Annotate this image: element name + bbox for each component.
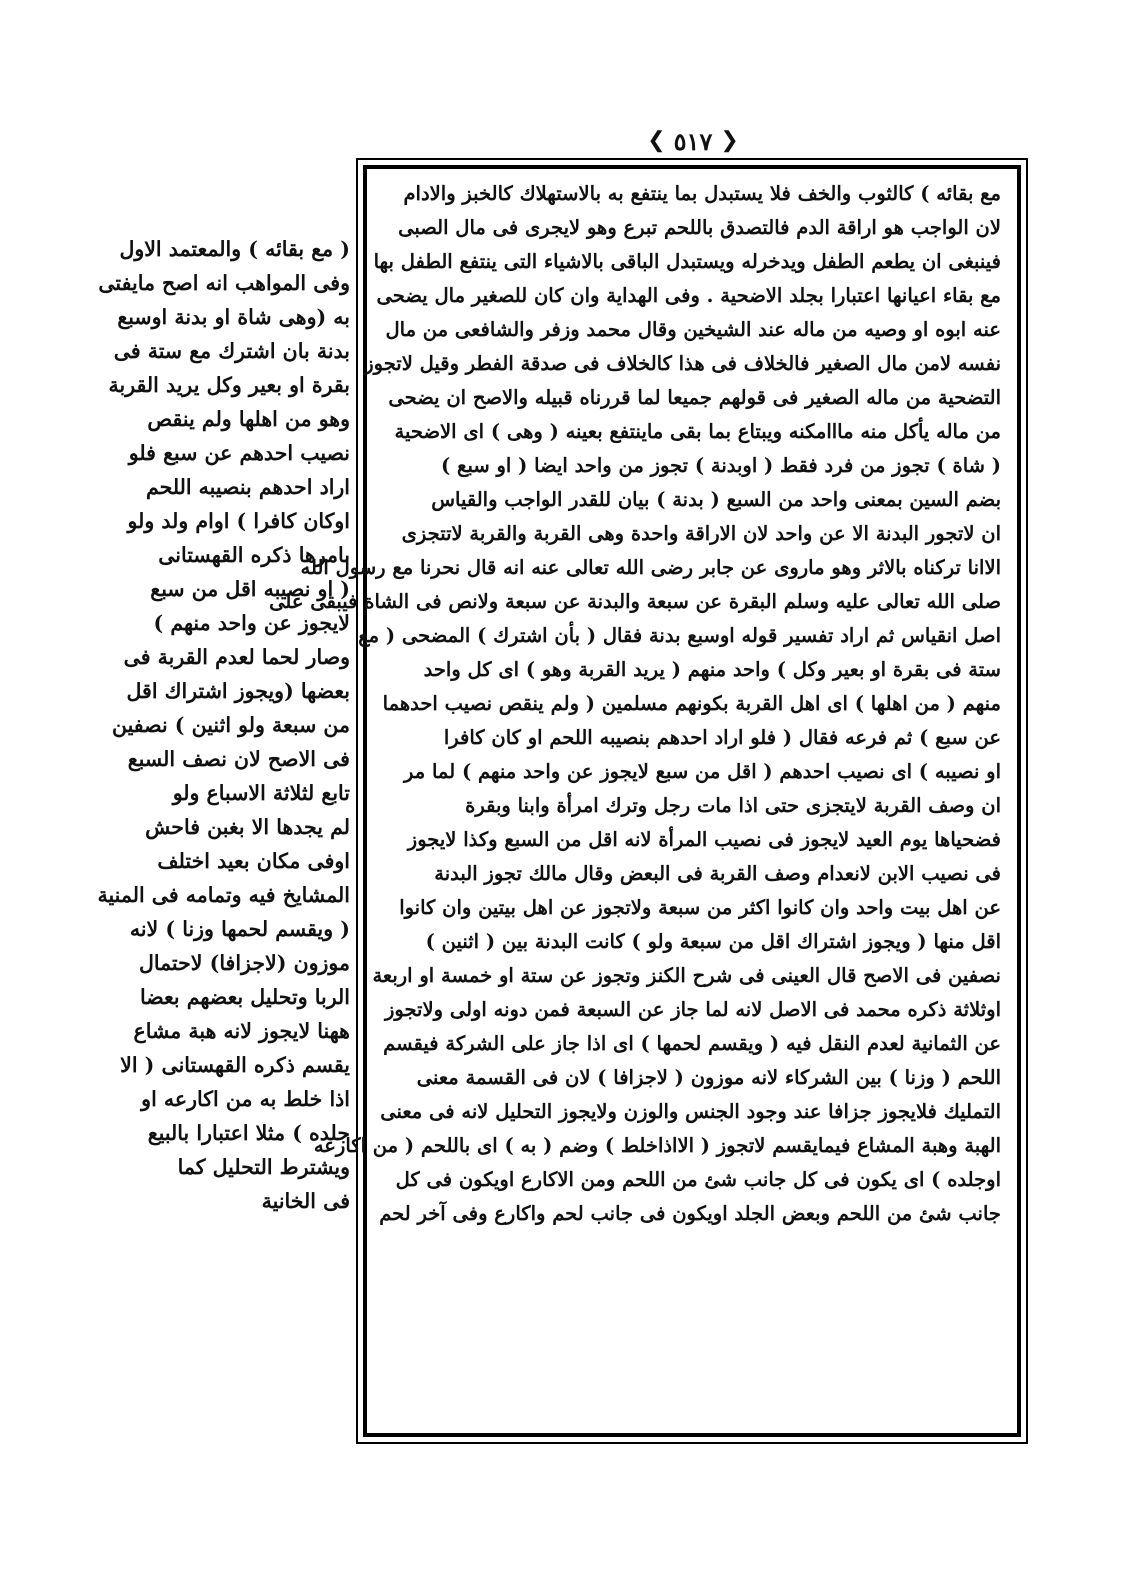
main-text-line: ان وصف القربة لايتجزى حتى اذا مات رجل وترك امرأة وابنا وبقرة <box>465 794 1001 817</box>
margin-text-line: اوفى مكان بعيد اختلف <box>157 849 350 873</box>
margin-text-line: ههنا لايجوز لانه هبة مشاع <box>133 1019 350 1043</box>
margin-text-line: وفى المواهب انه اصح مايفتى <box>98 271 350 295</box>
main-text-line: ( شاة ) تجوز من فرد فقط ( اوبدنة ) تجوز من واحد ايضا ( او سبع ) <box>441 454 1001 477</box>
main-text-line: ان لاتجور البدنة الا عن واحد لان الاراقة واحدة وهى القربة والقربة لاتتجزى <box>401 522 1001 545</box>
main-text-line: الاانا تركناه بالاثر وهو ماروى عن جابر رضى الله تعالى عنه انه قال نحرنا مع رسول الله <box>300 556 1001 579</box>
main-text-line: من ماله يأكل منه مااامكنه ويبتاع بما بقى ماينتفع بعينه ( وهى ) اى الاضحية <box>394 420 1001 443</box>
main-text-line: منهم ( من اهلها ) اى اهل القربة بكونهم مسلمين ( ولم ينقص نصيب احدهما <box>382 692 1001 715</box>
margin-text-line: يقسم ذكره القهستانى ( الا <box>120 1053 350 1077</box>
margin-text-line: من سبعة ولو اثنين ) نصفين <box>112 713 350 737</box>
margin-text-line: اذا خلط به من اكارعه او <box>141 1087 350 1111</box>
main-text-line: اللحم ( وزنا ) بين الشركاء لانه موزون ( لاجزافا ) لان فى القسمة معنى <box>416 1066 1001 1089</box>
margin-text-line: فى الخانية <box>261 1189 350 1213</box>
main-text-line: جانب شئ من اللحم وبعض الجلد اويكون فى جانب لحم واكارع وفى آخر لحم <box>379 1202 1001 1225</box>
main-text-line: نفسه لامن مال الصغير فالخلاف فى هذا كالخلاف فى صدقة الفطر وقيل لاتجوز <box>364 352 1001 375</box>
main-text-line: اقل منها ( ويجوز اشتراك اقل من سبعة ولو ) كانت البدنة بين ( اثنين ) <box>425 930 1001 953</box>
margin-text-line: لم يجدها الا بغبن فاحش <box>145 815 350 839</box>
margin-text-line: ( او نصيبه اقل من سبع <box>150 577 350 601</box>
main-text-line: عن اهل بيت واحد وان كانوا اكثر من سبعة ولاتجوز عن اهل بيتين وان كانوا <box>399 896 1001 919</box>
main-text-line: بضم السين بمعنى واحد من السبع ( بدنة ) بيان للقدر الواجب والقياس <box>431 488 1001 511</box>
margin-text-line: اراد احدهم بنصيبه اللحم <box>145 475 350 499</box>
margin-text-line: جلده ) مثلا اعتبارا بالبيع <box>147 1121 350 1145</box>
main-text-line: عن الثمانية لعدم النقل فيه ( ويقسم لحمها ) اى اذا جاز على الشركة فيقسم <box>383 1032 1001 1055</box>
main-text-line: عن سبع ) ثم فرعه فقال ( فلو اراد احدهم بنصيبه اللحم او كان كافرا <box>443 726 1001 749</box>
main-text-line: مع بقاء اعيانها اعتبارا بجلد الاضحية . وفى الهداية وان كان للصغير مال يضحى <box>376 284 1001 307</box>
main-text-line: لان الواجب هو اراقة الدم فالتصدق باللحم تبرع وهو لايجرى فى مال الصبى <box>398 216 1001 239</box>
margin-text-line: به (وهى شاة او بدنة اوسبع <box>117 305 350 329</box>
main-text-line: اوجلده ) اى يكون فى كل جانب شئ من اللحم ومن الاكارع اويكون فى كل <box>395 1168 1001 1191</box>
margin-text-line: وصار لحما لعدم القربة فى <box>123 645 350 669</box>
margin-text-line: بعضها (ويجوز اشتراك اقل <box>126 679 350 703</box>
margin-text-line: نصيب احدهم عن سبع فلو <box>128 441 350 465</box>
main-text-line: اصل انقياس ثم اراد تفسير قوله اوسبع بدنة فقال ( بأن اشترك ) المضحى ( مع <box>358 624 1001 647</box>
right-ornament-icon: ❯ <box>720 128 739 153</box>
main-text-line: فينبغى ان يطعم الطفل ويدخرله ويستبدل الباقى بالاشياء التى ينتفع الطفل بها <box>373 250 1001 273</box>
margin-text-line: وهو من اهلها ولم ينقص <box>147 407 350 431</box>
main-text-line: نصفين فى الاصح قال العينى فى شرح الكنز وتجوز عن ستة او خمسة او اربعة <box>372 964 1001 987</box>
page-number <box>623 124 763 158</box>
margin-text-line: المشايخ فيه وتمامه فى المنية <box>97 883 350 907</box>
margin-text-line: لايجوز عن واحد منهم ) <box>153 611 350 635</box>
margin-commentary <box>97 232 350 1218</box>
main-text-line: التمليك فلايجوز جزافا عند وجود الجنس والوزن ولايجوز التحليل لانه فى معنى <box>380 1100 1001 1123</box>
main-text-line: مع بقائه ) كالثوب والخف فلا يستبدل بما ينتفع به بالاستهلاك كالخبز والادام <box>403 182 1001 205</box>
margin-text-line: ( ويقسم لحمها وزنا ) لانه <box>129 917 350 941</box>
margin-text-line: بدنة بان اشترك مع ستة فى <box>113 339 350 363</box>
main-text-line: التضحية من ماله الصغير فى قولهم جميعا لما قررناه قبيله والاصح ان يضحى <box>388 386 1001 409</box>
main-text-line: صلى الله تعالى عليه وسلم البقرة عن سبعة والبدنة عن سبعة ولانص فى الشاة فيبقى على <box>269 590 1001 613</box>
margin-text-line: ( مع بقائه ) والمعتمد الاول <box>119 237 350 261</box>
left-ornament-icon: ❮ <box>647 128 666 153</box>
main-text-line: ستة فى بقرة او بعير وكل ) واحد منهم ( يريد القربة وهو ) اى كل واحد <box>423 658 1001 681</box>
margin-text-line: تابع لثلاثة الاسباع ولو <box>172 781 350 805</box>
margin-text-line: فى الاصح لان نصف السبع <box>127 747 350 771</box>
margin-text-line: ويشترط التحليل كما <box>177 1155 350 1179</box>
margin-text-line: بقرة او بعير وكل يريد القربة <box>108 373 350 397</box>
margin-text-line: الربا وتحليل بعضهم بعضا <box>139 985 350 1009</box>
page-number-value: ٥١٧ <box>673 126 713 156</box>
main-text-line: الهبة وهبة المشاع فيمايقسم لاتجوز ( الااذاخلط ) وضم ( به ) اى باللحم ( من اكارعه <box>313 1134 1001 1157</box>
main-text-line: اوثلاثة ذكره محمد فى الاصل لانه لما جاز عن السبعة فمن دونه اولى ولاتجوز <box>384 998 1001 1021</box>
main-text-line: عنه ابوه او وصيه من ماله عند الشيخين وقال محمد وزفر والشافعى من مال <box>385 318 1001 341</box>
margin-text-line: بامرها ذكره القهستانى <box>158 543 350 567</box>
main-text-line: فضحياها يوم العيد لايجوز فى نصيب المرأة لانه اقل من السبع وكذا لايجوز <box>407 828 1001 851</box>
margin-text-line: موزون (لاجزافا) لاحتمال <box>138 951 350 975</box>
main-text-line: او نصيبه ) اى نصيب احدهم ( اقل من سبع لايجوز عن واحد منهم ) لما مر <box>404 760 1001 783</box>
margin-text-line: اوكان كافرا ) اوام ولد ولو <box>127 509 350 533</box>
main-text-line: فى نصيب الابن لانعدام وصف القربة فى البعض وقال مالك تجوز البدنة <box>434 862 1001 885</box>
